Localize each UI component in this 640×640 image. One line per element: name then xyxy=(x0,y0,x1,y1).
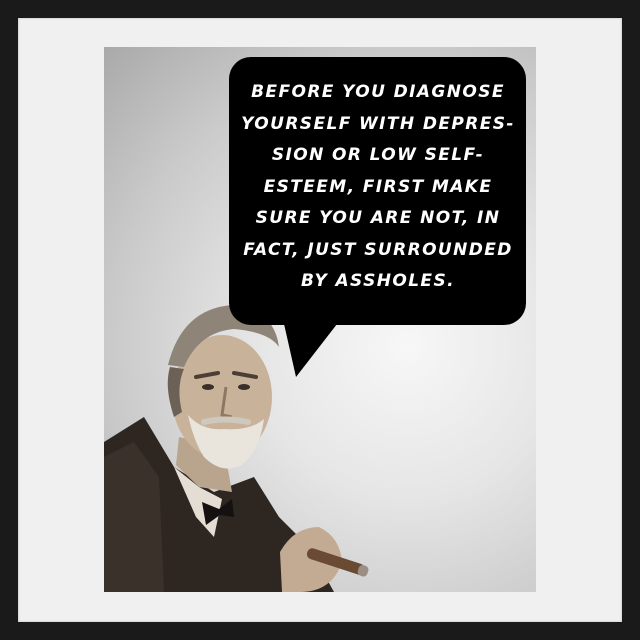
quote-line: YOURSELF WITH DEPRES- xyxy=(241,113,515,134)
quote-line: FACT, JUST SURROUNDED xyxy=(243,239,513,260)
quote-line: SION OR LOW SELF- xyxy=(271,145,485,165)
poster xyxy=(104,47,536,592)
quote-line: BEFORE YOU DIAGNOSE xyxy=(251,82,505,102)
quote-line: ESTEEM, FIRST MAKE xyxy=(263,176,493,197)
quote-line: BY ASSHOLES. xyxy=(301,271,455,291)
quote-line: SURE YOU ARE NOT, IN xyxy=(255,208,501,228)
quote-text xyxy=(233,77,523,298)
